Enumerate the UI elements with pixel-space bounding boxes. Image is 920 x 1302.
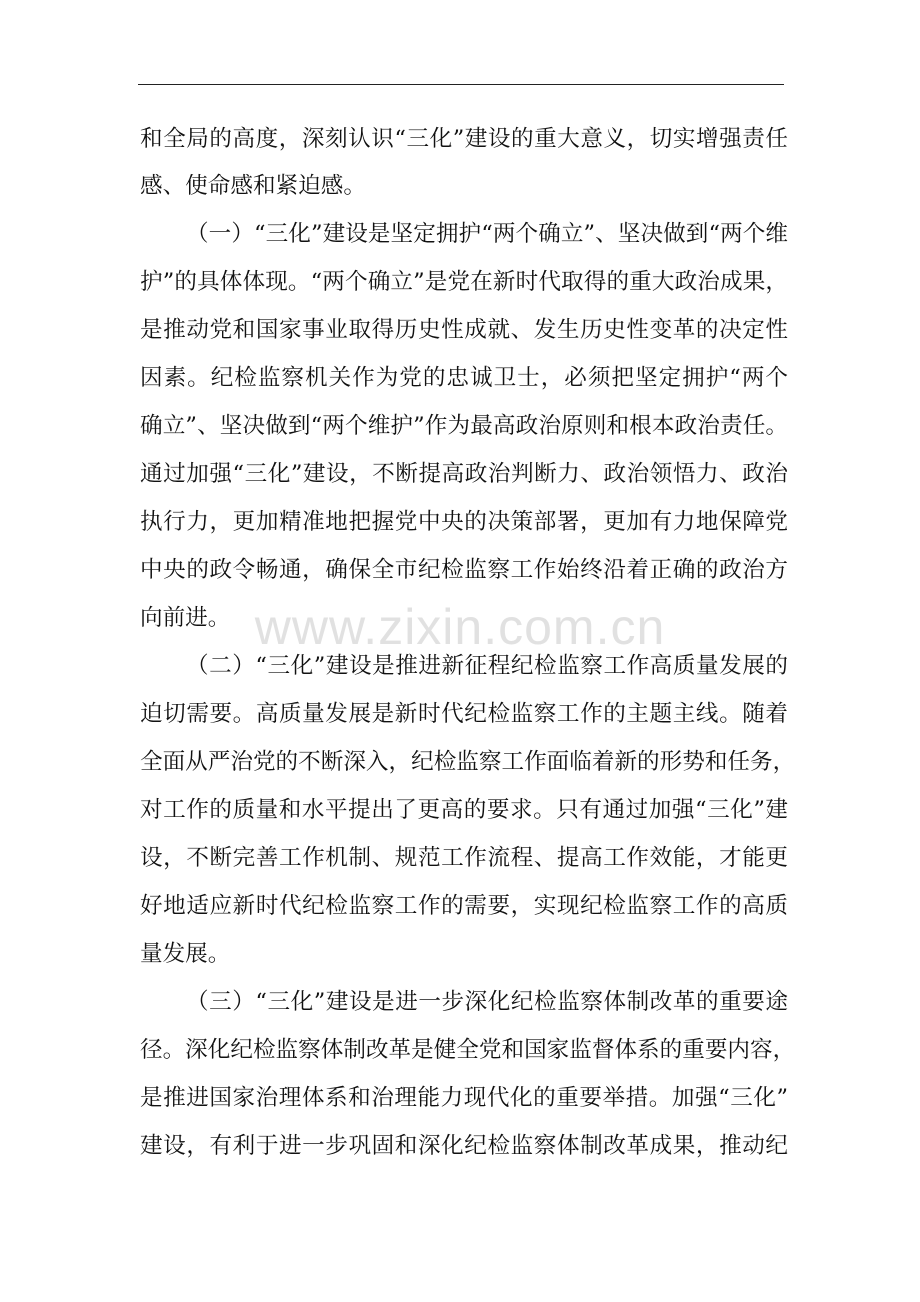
text-line: 对工作的质量和水平提出了更高的要求。只有通过加强“三化”建 <box>140 797 788 823</box>
text-line: 因素。纪检监察机关作为党的忠诚卫士，必须把坚定拥护“两个 <box>140 365 788 391</box>
text-line: 好地适应新时代纪检监察工作的需要，实现纪检监察工作的高质 <box>140 893 788 919</box>
text-line: 和全局的高度，深刻认识“三化”建设的重大意义，切实增强责任 <box>140 126 788 152</box>
text-line: 感、使命感和紧迫感。 <box>140 173 366 199</box>
header-rule <box>138 84 784 85</box>
watermark: www.zixin.com.cn <box>254 599 666 655</box>
text-line: 建设，有利于进一步巩固和深化纪检监察体制改革成果，推动纪 <box>140 1133 788 1159</box>
text-line: 执行力，更加精准地把握党中央的决策部署，更加有力地保障党 <box>140 509 788 535</box>
section-heading-line: （三）“三化”建设是进一步深化纪检监察体制改革的重要途 <box>186 989 788 1015</box>
text-line: 是推动党和国家事业取得历史性成就、发生历史性变革的决定性 <box>140 317 788 343</box>
text-line: 通过加强“三化”建设，不断提高政治判断力、政治领悟力、政治 <box>140 461 788 487</box>
section-heading-line: （一）“三化”建设是坚定拥护“两个确立”、坚决做到“两个维 <box>186 221 788 247</box>
text-line: 全面从严治党的不断深入，纪检监察工作面临着新的形势和任务， <box>140 749 796 775</box>
section-heading-line: （二）“三化”建设是推进新征程纪检监察工作高质量发展的 <box>186 653 788 679</box>
text-line: 是推进国家治理体系和治理能力现代化的重要举措。加强“三化” <box>140 1085 788 1111</box>
text-line: 中央的政令畅通，确保全市纪检监察工作始终沿着正确的政治方 <box>140 557 788 583</box>
text-line: 向前进。 <box>140 605 231 631</box>
text-line: 径。深化纪检监察体制改革是健全党和国家监督体系的重要内容， <box>140 1037 796 1063</box>
text-line: 量发展。 <box>140 941 231 967</box>
text-line: 护”的具体体现。“两个确立”是党在新时代取得的重大政治成果， <box>140 269 788 295</box>
text-line: 迫切需要。高质量发展是新时代纪检监察工作的主题主线。随着 <box>140 701 788 727</box>
text-line: 确立”、坚决做到“两个维护”作为最高政治原则和根本政治责任。 <box>140 413 788 439</box>
text-line: 设，不断完善工作机制、规范工作流程、提高工作效能，才能更 <box>140 845 788 871</box>
